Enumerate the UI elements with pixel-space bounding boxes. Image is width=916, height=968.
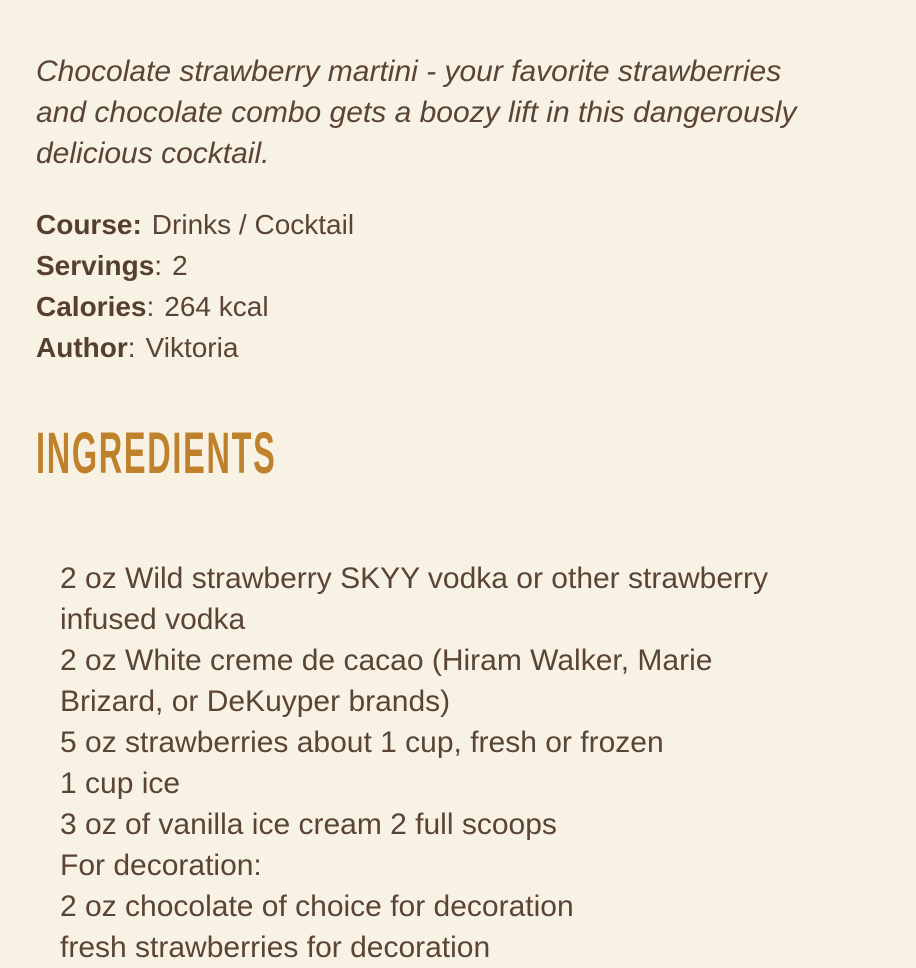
ingredients-heading: INGREDIENTS [36, 421, 277, 486]
ingredient-list [36, 558, 784, 968]
ingredient-item: For decoration: [60, 849, 262, 882]
meta-value-servings: 2 [172, 250, 188, 281]
ingredient-item: 5 oz strawberries about 1 cup, fresh or frozen [60, 726, 664, 759]
recipe-description: Chocolate strawberry martini - your favorite strawberries and chocolate combo gets a boozy lift in this dangerously delicious cocktail. [36, 55, 797, 170]
meta-value-course: Drinks / Cocktail [151, 209, 355, 240]
ingredient-item: 1 cup ice [60, 767, 181, 800]
recipe-meta [36, 204, 876, 368]
ingredients-heading-box [36, 421, 876, 486]
meta-value-calories: 264 kcal [164, 291, 269, 322]
meta-separator: : [146, 291, 155, 322]
ingredient-item: 2 oz chocolate of choice for decoration [60, 890, 574, 923]
meta-value-author: Viktoria [145, 332, 239, 363]
ingredient-item: 2 oz Wild strawberry SKYY vodka or other strawberry infused vodka [60, 562, 769, 636]
meta-row-calories [36, 286, 876, 327]
meta-label-servings: Servings [36, 250, 155, 281]
meta-label-calories: Calories [36, 291, 147, 322]
meta-row-author [36, 327, 876, 368]
ingredient-item: 3 oz of vanilla ice cream 2 full scoops [60, 808, 557, 841]
meta-separator: : [127, 332, 136, 363]
meta-separator: : [154, 250, 163, 281]
ingredient-item: 2 oz White creme de cacao (Hiram Walker, Marie Brizard, or DeKuyper brands) [60, 644, 713, 718]
meta-label-author: Author [36, 332, 128, 363]
meta-label-course: Course: [36, 209, 142, 240]
meta-row-course [36, 204, 876, 245]
ingredient-item: fresh strawberries for decoration [60, 931, 491, 964]
meta-row-servings [36, 245, 876, 286]
